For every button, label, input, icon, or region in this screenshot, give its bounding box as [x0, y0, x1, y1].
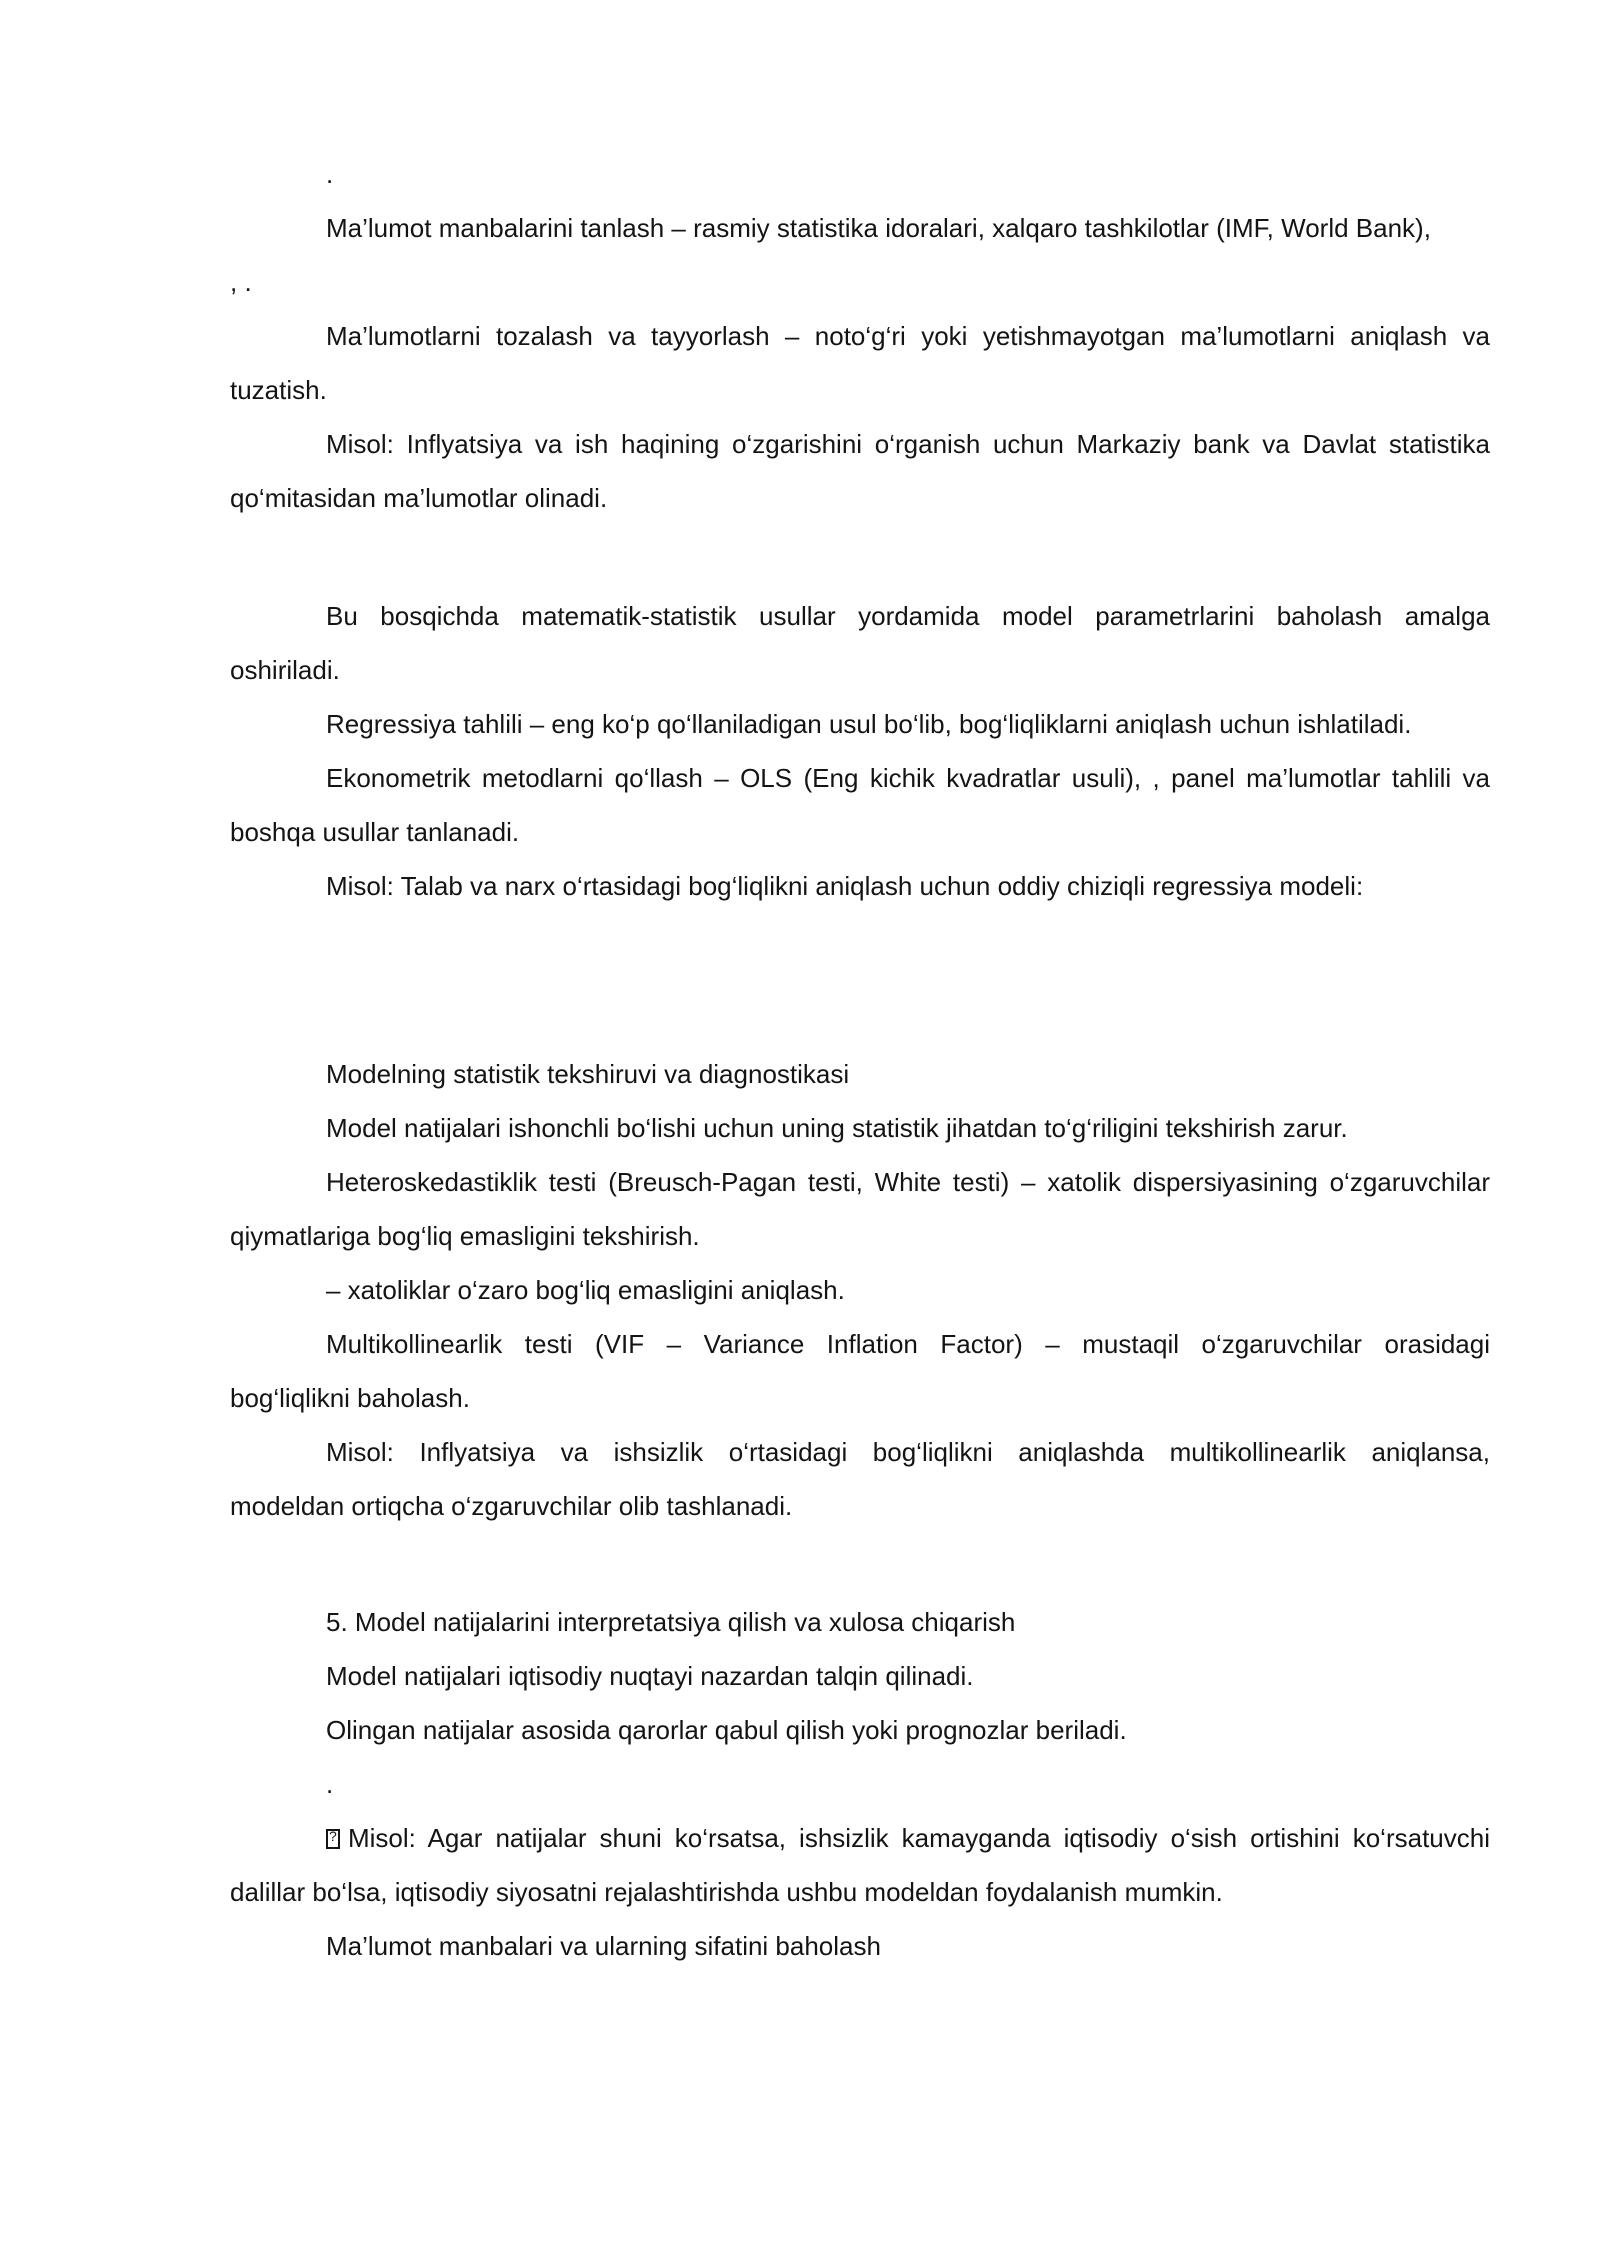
section-heading: Modelning statistik tekshiruvi va diagnostikasi: [326, 1059, 850, 1089]
paragraph-line: boshqa usullar tanlanadi.: [230, 817, 520, 847]
paragraph-line: Regressiya tahlili – eng ko‘p qo‘llaniladigan usul bo‘lib, bog‘liqliklarni aniqlash uchun ishlatiladi.: [326, 709, 1412, 739]
missing-glyph-box-icon: [326, 1829, 340, 1849]
stray-period: .: [326, 159, 334, 189]
paragraph-line: oshiriladi.: [230, 655, 340, 685]
stray-period: .: [326, 1769, 334, 1799]
section-heading: Ma’lumot manbalari va ularning sifatini baholash: [326, 1931, 881, 1961]
paragraph-line: – xatoliklar o‘zaro bog‘liq emasligini aniqlash.: [326, 1275, 845, 1305]
paragraph-line: Misol: Talab va narx o‘rtasidagi bog‘liqlikni aniqlash uchun oddiy chiziqli regressiya modeli:: [326, 871, 1364, 901]
paragraph-line: Ma’lumot manbalarini tanlash – rasmiy statistika idoralari, xalqaro tashkilotlar (IMF, World Bank),: [326, 213, 1431, 243]
paragraph-line: Multikollinearlik testi (VIF – Variance Inflation Factor) – mustaqil o‘zgaruvchilar orasidagi: [326, 1329, 1490, 1359]
section-heading: 5. Model natijalarini interpretatsiya qilish va xulosa chiqarish: [326, 1607, 1016, 1637]
paragraph-line: modeldan ortiqcha o‘zgaruvchilar olib tashlanadi.: [230, 1491, 793, 1521]
paragraph-line: Model natijalari ishonchli bo‘lishi uchun uning statistik jihatdan to‘g‘riligini tekshirish zarur.: [326, 1113, 1348, 1143]
paragraph-line: Ekonometrik metodlarni qo‘llash – OLS (Eng kichik kvadratlar usuli), , panel ma’lumotlar tahlili va: [326, 763, 1490, 793]
paragraph-line: Misol: Inflyatsiya va ish haqining o‘zgarishini o‘rganish uchun Markaziy bank va Davlat statistika: [326, 429, 1490, 459]
paragraph-line: qiymatlariga bog‘liq emasligini tekshirish.: [230, 1221, 700, 1251]
paragraph-line: tuzatish.: [230, 375, 327, 405]
paragraph-line: Bu bosqichda matematik-statistik usullar yordamida model parametrlarini baholash amalga: [326, 601, 1490, 631]
paragraph-line: Model natijalari iqtisodiy nuqtayi nazardan talqin qilinadi.: [326, 1661, 974, 1691]
paragraph-line: dalillar bo‘lsa, iqtisodiy siyosatni rejalashtirishda ushbu modeldan foydalanish mumkin.: [230, 1877, 1223, 1907]
paragraph-text: Misol: Agar natijalar shuni ko‘rsatsa, ishsizlik kamayganda iqtisodiy o‘sish ortishini ko‘rsatuvchi: [348, 1823, 1490, 1853]
paragraph-line-with-icon: [326, 1822, 1490, 1854]
paragraph-line: Heteroskedastiklik testi (Breusch-Pagan testi, White testi) – xatolik dispersiyasining o‘zgaruvchilar: [326, 1167, 1490, 1197]
stray-punctuation: , .: [230, 267, 252, 297]
paragraph-line: Misol: Inflyatsiya va ishsizlik o‘rtasidagi bog‘liqlikni aniqlashda multikollinearlik aniqlansa,: [326, 1437, 1490, 1467]
paragraph-line: Ma’lumotlarni tozalash va tayyorlash – noto‘g‘ri yoki yetishmayotgan ma’lumotlarni aniqlash va: [326, 321, 1490, 351]
paragraph-line: bog‘liqlikni baholash.: [230, 1383, 470, 1413]
paragraph-line: qo‘mitasidan ma’lumotlar olinadi.: [230, 483, 608, 513]
paragraph-line: Olingan natijalar asosida qarorlar qabul qilish yoki prognozlar beriladi.: [326, 1715, 1127, 1745]
